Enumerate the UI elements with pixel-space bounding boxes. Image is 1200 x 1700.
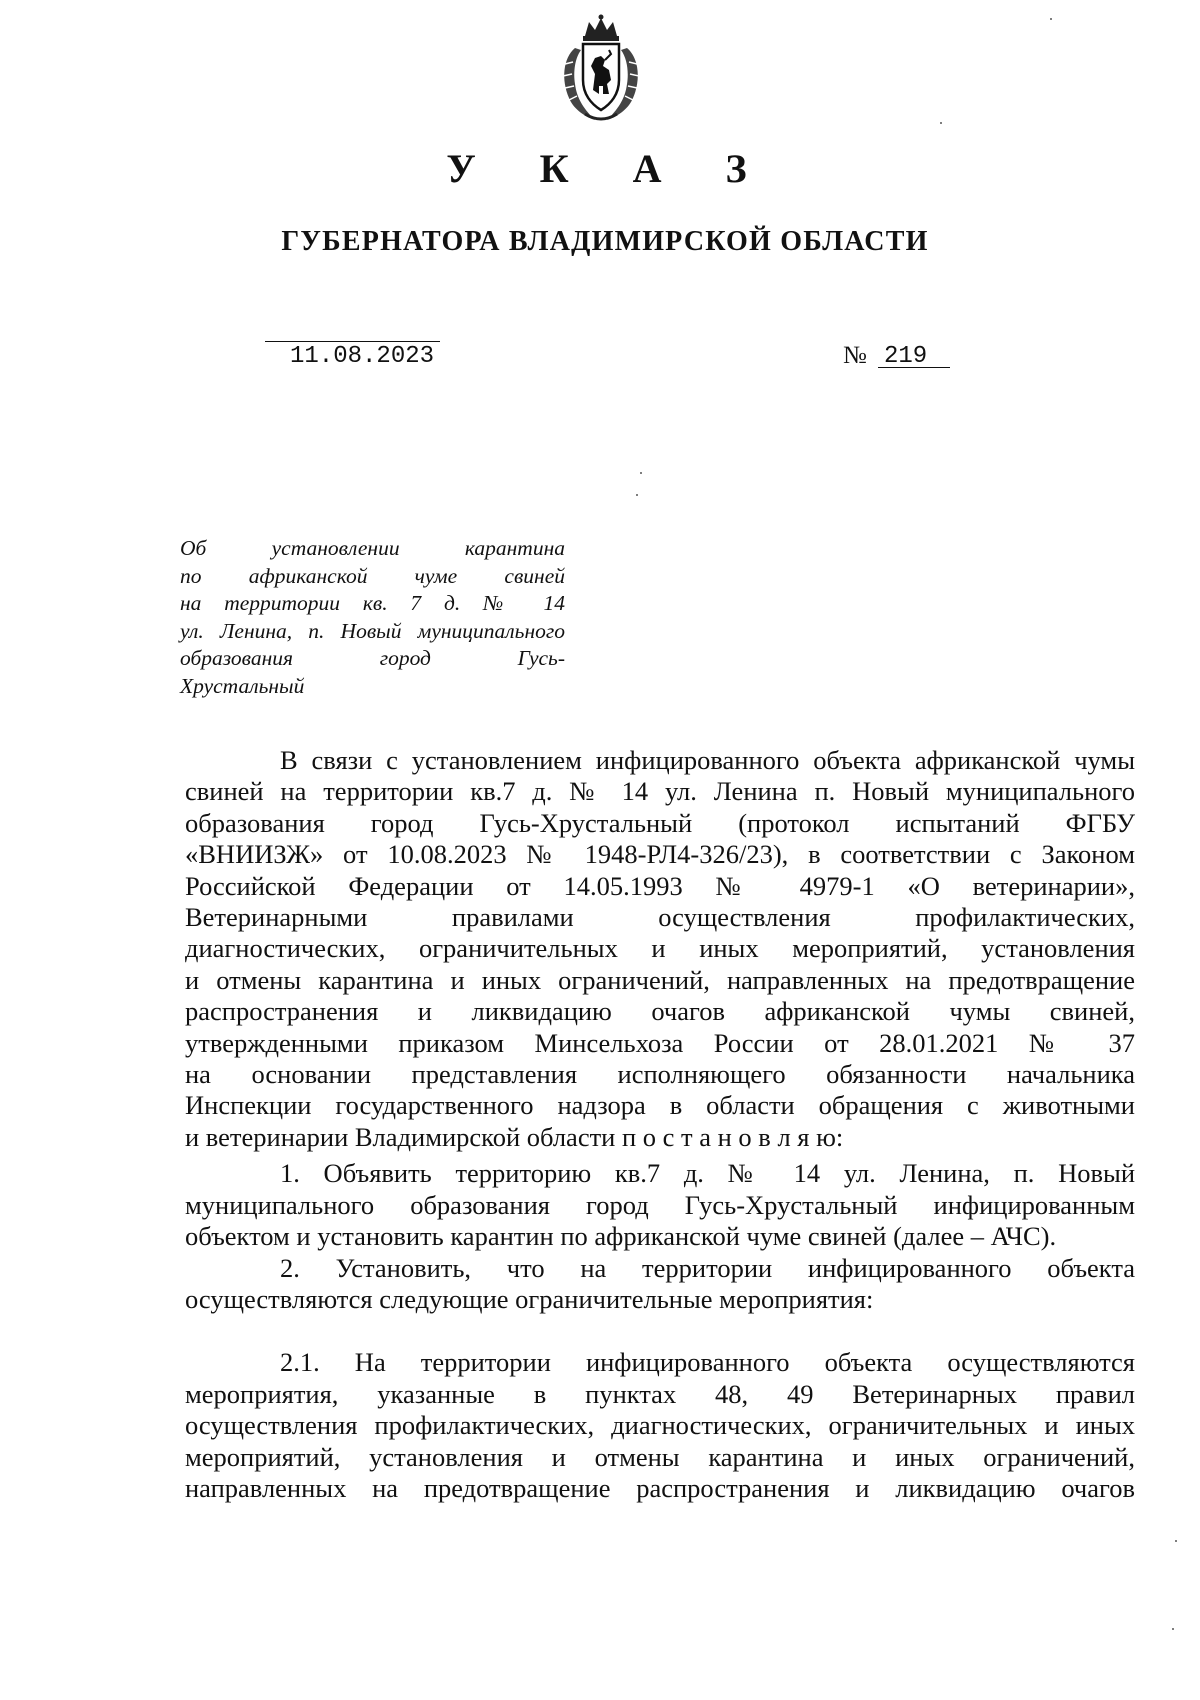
subject-line: образования город Гусь- xyxy=(180,646,565,670)
subject-line: на территории кв. 7 д. № 14 xyxy=(180,591,565,615)
scan-speck xyxy=(1050,18,1052,20)
body-line: образования город Гусь-Хрустальный (протокол испытаний ФГБУ xyxy=(185,807,1135,838)
document-subject xyxy=(180,535,565,700)
body-line: осуществляются следующие ограничительные мероприятия: xyxy=(185,1283,874,1314)
body-line: Ветеринарными правилами осуществления профилактических, xyxy=(185,902,1135,933)
document-number: 219 xyxy=(884,343,928,370)
body-line: муниципального образования город Гусь-Хрустальный инфицированным xyxy=(185,1189,1135,1220)
number-sign: № xyxy=(843,342,867,369)
preamble-paragraph xyxy=(185,745,1135,1153)
document-title: У К А З xyxy=(446,146,774,191)
body-line: «ВНИИЗЖ» от 10.08.2023 № 1948-РЛ4-326/23), в соответствии с Законом xyxy=(185,839,1135,870)
body-line: свиней на территории кв.7 д. № 14 ул. Ленина п. Новый муниципального xyxy=(185,776,1135,807)
body-line: 2. Установить, что на территории инфицированного объекта xyxy=(280,1252,1135,1283)
scan-speck xyxy=(1172,1628,1174,1630)
subject-line: Хрустальный xyxy=(180,673,305,698)
item-2-1-paragraph xyxy=(185,1347,1135,1504)
scan-speck xyxy=(940,122,942,124)
body-line: В связи с установлением инфицированного объекта африканской чумы xyxy=(280,745,1135,775)
subject-line: по африканской чуме свиней xyxy=(180,563,565,588)
body-line: осуществления профилактических, диагностических, ограничительных и иных xyxy=(185,1410,1135,1441)
body-line: мероприятия, указанные в пунктах 48, 49 Ветеринарных правил xyxy=(185,1378,1135,1409)
subject-line: Об установлении карантина xyxy=(180,536,565,560)
scan-speck xyxy=(1175,1540,1177,1542)
scan-speck xyxy=(640,472,642,474)
body-line: диагностических, ограничительных и иных мероприятий, установления xyxy=(185,933,1135,964)
subject-line: ул. Ленина, п. Новый муниципального xyxy=(180,618,565,643)
body-line: распространения и ликвидацию очагов африканской чумы свиней, xyxy=(185,996,1135,1027)
body-line: 2.1. На территории инфицированного объекта осуществляются xyxy=(280,1347,1135,1378)
document-date: 11.08.2023 xyxy=(290,343,435,370)
item-1-paragraph xyxy=(185,1158,1135,1252)
body-line: на основании представления исполняющего обязанности начальника xyxy=(185,1059,1135,1090)
body-line: и отмены карантина и иных ограничений, направленных на предотвращение xyxy=(185,964,1135,995)
body-line: объектом и установить карантин по африканской чуме свиней (далее – АЧС). xyxy=(185,1221,1057,1252)
item-2-paragraph xyxy=(185,1253,1135,1316)
body-line: 1. Объявить территорию кв.7 д. № 14 ул. Ленина, п. Новый xyxy=(280,1158,1135,1189)
body-line: Российской Федерации от 14.05.1993 № 4979-1 «О ветеринарии», xyxy=(185,870,1135,901)
body-line: Инспекции государственного надзора в области обращения с животными xyxy=(185,1090,1135,1121)
body-line: утвержденными приказом Минсельхоза России от 28.01.2021 № 37 xyxy=(185,1027,1135,1058)
body-line: и ветеринарии Владимирской области п о с т а н о в л я ю: xyxy=(185,1121,844,1152)
coat-of-arms-icon xyxy=(555,14,647,126)
document-body xyxy=(185,745,1135,1504)
date-underline xyxy=(265,341,440,342)
body-line: направленных на предотвращение распространения и ликвидацию очагов xyxy=(185,1472,1135,1503)
body-line: мероприятий, установления и отмены карантина и иных ограничений, xyxy=(185,1441,1135,1472)
document-issuer: ГУБЕРНАТОРА ВЛАДИМИРСКОЙ ОБЛАСТИ xyxy=(281,226,929,257)
scan-speck xyxy=(636,494,638,496)
